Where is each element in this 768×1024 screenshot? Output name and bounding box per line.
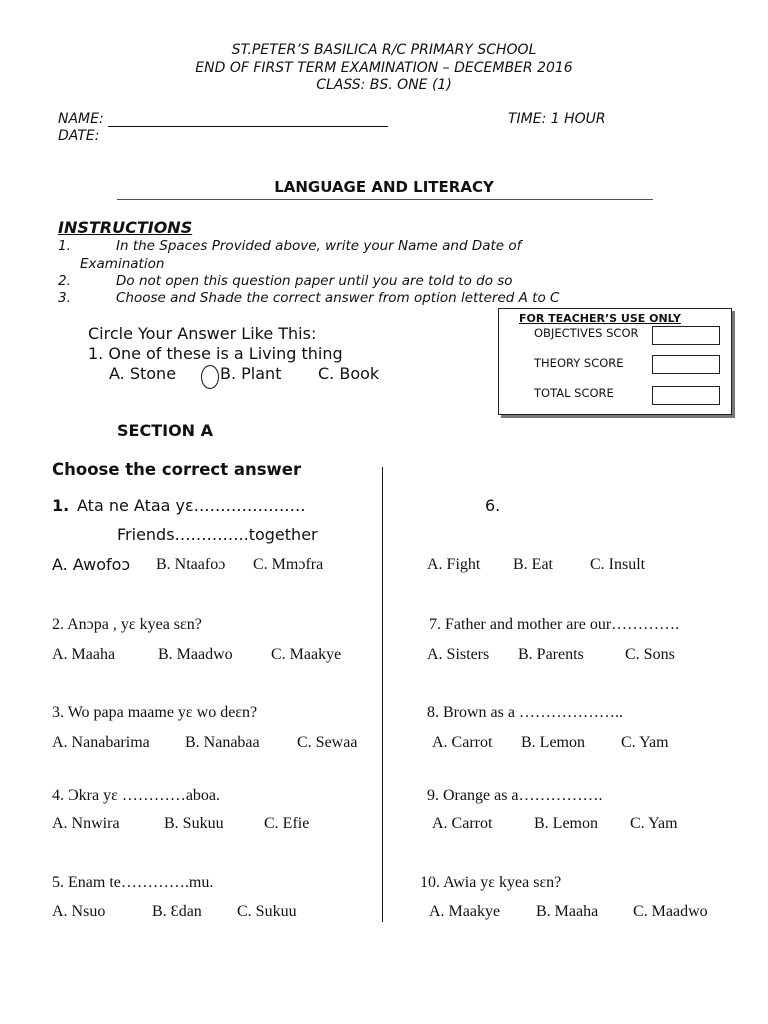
name-line[interactable] (108, 126, 388, 127)
time-label: TIME: 1 HOUR (508, 111, 606, 127)
question-1-line1: Ata ne Ataa yɛ………………… (77, 496, 306, 515)
instruction-1-text: In the Spaces Provided above, write your Name and Date of (116, 238, 522, 254)
q10-option-b[interactable]: B. Maaha (536, 903, 599, 920)
q7-option-b[interactable]: B. Parents (518, 646, 584, 663)
teacher-box-title: FOR TEACHER’S USE ONLY (519, 312, 681, 325)
section-title: SECTION A (117, 421, 214, 440)
example-intro: Circle Your Answer Like This: (88, 324, 317, 343)
question-4-text: 4. Ɔkra yɛ …………aboa. (52, 787, 221, 804)
question-2-text: 2. Anɔpa , yɛ kyea sɛn? (52, 616, 202, 633)
example-option-a: A. Stone (109, 364, 177, 383)
question-10-text: 10. Awia yɛ kyea sɛn? (420, 874, 562, 891)
q7-option-c[interactable]: C. Sons (625, 646, 675, 663)
q6-option-a[interactable]: A. Fight (427, 556, 481, 573)
instruction-3-text: Choose and Shade the correct answer from option lettered A to C (116, 290, 560, 306)
q5-option-b[interactable]: B. Ɛdan (152, 903, 202, 920)
theory-score-label: THEORY SCORE (534, 356, 624, 370)
q8-option-c[interactable]: C. Yam (621, 734, 669, 751)
question-1-line2: Friends…………..together (117, 525, 318, 544)
q9-option-b[interactable]: B. Lemon (534, 815, 598, 832)
q2-option-b[interactable]: B. Maadwo (158, 646, 233, 663)
q3-option-b[interactable]: B. Nanabaa (185, 734, 260, 751)
q4-option-a[interactable]: A. Nnwira (52, 815, 120, 832)
teacher-use-box (498, 308, 732, 415)
q3-option-a[interactable]: A. Nanabarima (52, 734, 150, 751)
q5-option-c[interactable]: C. Sukuu (237, 903, 297, 920)
question-9-text: 9. Orange as a……………. (427, 787, 603, 804)
example-option-b: B. Plant (220, 364, 282, 383)
example-option-c: C. Book (318, 364, 380, 383)
question-1-num: 1. (52, 496, 70, 515)
q9-option-c[interactable]: C. Yam (630, 815, 678, 832)
q2-option-c[interactable]: C. Maakye (271, 646, 342, 663)
q9-option-a[interactable]: A. Carrot (432, 815, 493, 832)
column-divider (382, 467, 383, 922)
question-8-text: 8. Brown as a ……………….. (427, 704, 623, 721)
instruction-1-cont: Examination (80, 256, 165, 272)
q8-option-a[interactable]: A. Carrot (432, 734, 493, 751)
q7-option-a[interactable]: A. Sisters (427, 646, 490, 663)
choose-instruction: Choose the correct answer (52, 460, 302, 479)
question-7-text: 7. Father and mother are our…………. (429, 616, 680, 633)
q1-option-b[interactable]: B. Ntaafoɔ (156, 556, 226, 573)
question-6-text: 6. (485, 496, 501, 515)
subject-title: LANGUAGE AND LITERACY (274, 178, 494, 196)
q10-option-c[interactable]: C. Maadwo (633, 903, 708, 920)
instruction-2-text: Do not open this question paper until you are told to do so (116, 273, 513, 289)
q1-option-a[interactable]: A. Awofoɔ (52, 555, 131, 574)
q4-option-b[interactable]: B. Sukuu (164, 815, 224, 832)
instruction-2-num: 2. (58, 273, 71, 289)
example-question: 1. One of these is a Living thing (88, 344, 343, 363)
total-score-label: TOTAL SCORE (534, 386, 614, 400)
q6-option-c[interactable]: C. Insult (590, 556, 646, 573)
q5-option-a[interactable]: A. Nsuo (52, 903, 106, 920)
q1-option-c[interactable]: C. Mmɔfra (253, 556, 324, 573)
subject-divider (117, 199, 653, 200)
theory-score-field[interactable] (652, 355, 720, 374)
total-score-field[interactable] (652, 386, 720, 405)
q4-option-c[interactable]: C. Efie (264, 815, 310, 832)
class-label: CLASS: BS. ONE (1) (316, 77, 452, 93)
exam-title: END OF FIRST TERM EXAMINATION – DECEMBER 2016 (195, 60, 573, 76)
school-name: ST.PETER’S BASILICA R/C PRIMARY SCHOOL (231, 42, 537, 58)
example-circle-mark (201, 365, 219, 389)
q3-option-c[interactable]: C. Sewaa (297, 734, 358, 751)
name-label: NAME: (58, 111, 104, 127)
question-5-text: 5. Enam te………….mu. (52, 874, 214, 891)
instruction-1-num: 1. (58, 238, 71, 254)
q6-option-b[interactable]: B. Eat (513, 556, 553, 573)
objectives-score-label: OBJECTIVES SCOR (534, 326, 639, 340)
date-label: DATE: (58, 128, 100, 144)
q10-option-a[interactable]: A. Maakye (429, 903, 501, 920)
question-3-text: 3. Wo papa maame yɛ wo deɛn? (52, 704, 258, 721)
objectives-score-field[interactable] (652, 326, 720, 345)
q2-option-a[interactable]: A. Maaha (52, 646, 116, 663)
q8-option-b[interactable]: B. Lemon (521, 734, 585, 751)
instruction-3-num: 3. (58, 290, 71, 306)
instructions-title: INSTRUCTIONS (58, 218, 193, 237)
